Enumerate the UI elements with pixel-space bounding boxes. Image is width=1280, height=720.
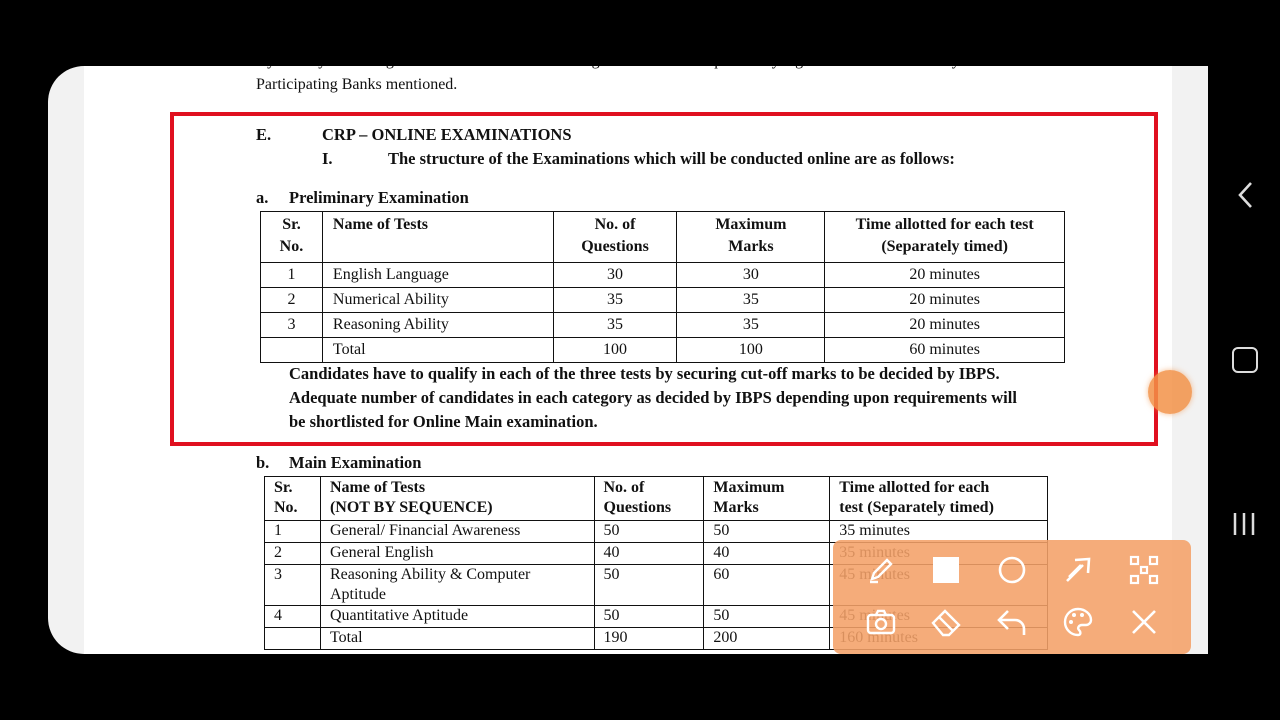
cell-name: Reasoning Ability — [322, 313, 553, 338]
header-marks: Maximum Marks — [677, 212, 825, 263]
cell-sr — [265, 628, 321, 650]
pen-tool-button[interactable] — [861, 550, 901, 590]
main-title: Main Examination — [289, 453, 422, 472]
top-frame — [0, 0, 1280, 66]
eraser-icon — [929, 605, 963, 639]
cell-sr: 2 — [261, 288, 323, 313]
cell-time: 35 minutes — [830, 521, 1048, 543]
cell-questions: 35 — [553, 288, 677, 313]
cell-marks: 200 — [704, 628, 830, 650]
rectangle-tool-button[interactable] — [926, 550, 966, 590]
prelim-note-line-2: Adequate number of candidates in each category as decided by IBPS depending upon requirements will — [289, 388, 1017, 407]
header-questions: No. of Questions — [553, 212, 677, 263]
arrow-tool-button[interactable] — [1058, 550, 1098, 590]
undo-icon — [995, 605, 1029, 639]
intro-line-2: Participating Banks mentioned. — [256, 76, 458, 93]
cell-sr: 1 — [265, 521, 321, 543]
crop-icon — [1127, 553, 1161, 587]
arrow-icon — [1061, 553, 1095, 587]
header-name: Name of Tests — [322, 212, 553, 263]
cell-questions: 35 — [553, 313, 677, 338]
main-marker: b. — [256, 453, 270, 472]
corner-bottom-left — [48, 618, 84, 654]
cell-marks: 40 — [704, 543, 830, 565]
recents-icon[interactable] — [1231, 511, 1257, 537]
cell-marks: 100 — [677, 338, 825, 363]
left-frame — [0, 0, 48, 720]
cell-name: General/ Financial Awareness — [320, 521, 594, 543]
palette-icon — [1061, 605, 1095, 639]
prelim-title: Preliminary Examination — [289, 188, 469, 207]
cell-time: 60 minutes — [825, 338, 1065, 363]
cell-marks: 35 — [677, 288, 825, 313]
floating-record-button[interactable] — [1148, 370, 1192, 414]
header-time: Time allotted for each test (Separately timed) — [825, 212, 1065, 263]
pen-icon — [864, 553, 898, 587]
cell-name: Numerical Ability — [322, 288, 553, 313]
cell-time: 20 minutes — [825, 313, 1065, 338]
cell-marks: 50 — [704, 606, 830, 628]
cell-name: Total — [322, 338, 553, 363]
section-letter: E. — [256, 125, 272, 144]
undo-button[interactable] — [992, 602, 1032, 642]
cell-questions: 50 — [594, 565, 704, 606]
cell-name: English Language — [322, 263, 553, 288]
header-time: Time allotted for each test (Separately timed) — [830, 477, 1048, 521]
subsection-title: The structure of the Examinations which will be conducted online are as follows: — [388, 149, 955, 168]
close-icon — [1127, 605, 1161, 639]
cell-sr: 4 — [265, 606, 321, 628]
eraser-tool-button[interactable] — [926, 602, 966, 642]
cell-name: General English — [320, 543, 594, 565]
bottom-frame — [0, 654, 1280, 720]
prelim-marker: a. — [256, 188, 269, 207]
header-sr: Sr. No. — [265, 477, 321, 521]
circle-tool-button[interactable] — [992, 550, 1032, 590]
section-title: CRP – ONLINE EXAMINATIONS — [322, 125, 572, 144]
cell-name: Quantitative Aptitude — [320, 606, 594, 628]
cell-marks: 35 — [677, 313, 825, 338]
cell-name: Reasoning Ability & Computer Aptitude — [320, 565, 594, 606]
header-name: Name of Tests (NOT BY SEQUENCE) — [320, 477, 594, 521]
back-icon[interactable] — [1234, 180, 1258, 210]
corner-top-left — [48, 66, 84, 102]
cell-sr: 3 — [265, 565, 321, 606]
table-header-row — [265, 477, 1048, 521]
cell-questions: 100 — [553, 338, 677, 363]
cell-sr: 2 — [265, 543, 321, 565]
header-sr: Sr. No. — [261, 212, 323, 263]
cell-marks: 30 — [677, 263, 825, 288]
cell-time: 20 minutes — [825, 263, 1065, 288]
cell-questions: 50 — [594, 521, 704, 543]
cell-questions: 50 — [594, 606, 704, 628]
header-marks: Maximum Marks — [704, 477, 830, 521]
home-icon[interactable] — [1232, 347, 1258, 373]
cell-marks: 60 — [704, 565, 830, 606]
close-toolbar-button[interactable] — [1124, 602, 1164, 642]
circle-icon — [995, 553, 1029, 587]
cell-name: Total — [320, 628, 594, 650]
screenshot-button[interactable] — [861, 602, 901, 642]
color-picker-button[interactable] — [1058, 602, 1098, 642]
cell-questions: 30 — [553, 263, 677, 288]
cell-sr: 3 — [261, 313, 323, 338]
prelim-note-line-1: Candidates have to qualify in each of the three tests by securing cut-off marks to be decided by IBPS. — [289, 364, 1000, 383]
cell-sr: 1 — [261, 263, 323, 288]
square-icon — [929, 553, 963, 587]
header-questions: No. of Questions — [594, 477, 704, 521]
subsection-numeral: I. — [322, 149, 333, 168]
camera-icon — [864, 605, 898, 639]
drawing-toolbar — [833, 540, 1191, 654]
crop-tool-button[interactable] — [1124, 550, 1164, 590]
cell-questions: 40 — [594, 543, 704, 565]
cell-questions: 190 — [594, 628, 704, 650]
prelim-note-line-3: be shortlisted for Online Main examination. — [289, 412, 598, 431]
cell-marks: 50 — [704, 521, 830, 543]
cell-time: 20 minutes — [825, 288, 1065, 313]
